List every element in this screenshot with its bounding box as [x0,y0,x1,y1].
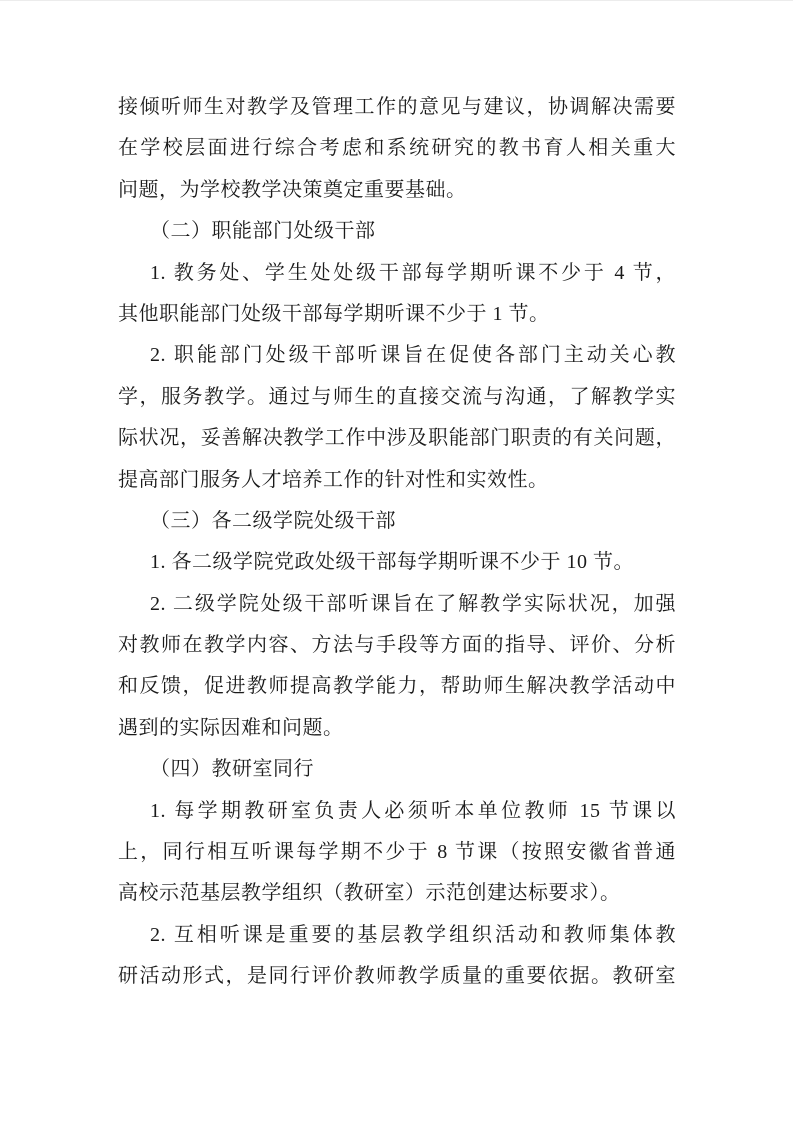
text-line: 际状况，妥善解决教学工作中涉及职能部门职责的有关问题， [118,427,676,450]
paragraph [118,791,676,915]
paragraph [118,335,676,501]
text-line: 其他职能部门处级干部每学期听课不少于 1 节。 [118,302,550,325]
text-line: 2. 职能部门处级干部听课旨在促使各部门主动关心教 [150,344,676,367]
paragraph [118,253,676,336]
paragraph [118,542,676,583]
text-line: 研活动形式，是同行评价教师教学质量的重要依据。教研室 [118,965,676,988]
text-line: 2. 二级学院处级干部听课旨在了解教学实际状况，加强 [150,592,676,615]
text-line: 学，服务教学。通过与师生的直接交流与沟通，了解教学实 [118,385,676,408]
text-line: 高校示范基层教学组织（教研室）示范创建达标要求）。 [118,882,621,905]
paragraph [118,915,676,998]
text-line: 1. 教务处、学生处处级干部每学期听课不少于 4 节， [150,261,676,284]
text-line: 问题，为学校教学决策奠定重要基础。 [118,178,467,201]
document-page [118,87,676,998]
text-line: 上，同行相互听课每学期不少于 8 节课（按照安徽省普通 [118,841,676,864]
paragraph [118,501,676,542]
section-heading: （四）教研室同行 [150,758,314,781]
text-line: 提高部门服务人才培养工作的针对性和实效性。 [118,468,549,491]
text-line: 1. 各二级学院党政处级干部每学期听课不少于 10 节。 [150,551,634,574]
paragraph [118,584,676,750]
paragraph [118,749,676,790]
text-line: 2. 互相听课是重要的基层教学组织活动和教师集体教 [150,923,676,946]
text-line: 接倾听师生对教学及管理工作的意见与建议，协调解决需要 [118,96,676,118]
paragraph [118,211,676,252]
text-line: 1. 每学期教研室负责人必须听本单位教师 15 节课以 [150,799,676,822]
paragraph [118,87,676,211]
text-line: 对教师在教学内容、方法与手段等方面的指导、评价、分析 [118,634,676,657]
text-line: 遇到的实际因难和问题。 [118,716,344,739]
section-heading: （三）各二级学院处级干部 [150,509,396,532]
section-heading: （二）职能部门处级干部 [150,220,376,243]
text-line: 和反馈，促进教师提高教学能力，帮助师生解决教学活动中 [118,675,676,698]
text-line: 在学校层面进行综合考虑和系统研究的教书育人相关重大 [118,137,676,160]
